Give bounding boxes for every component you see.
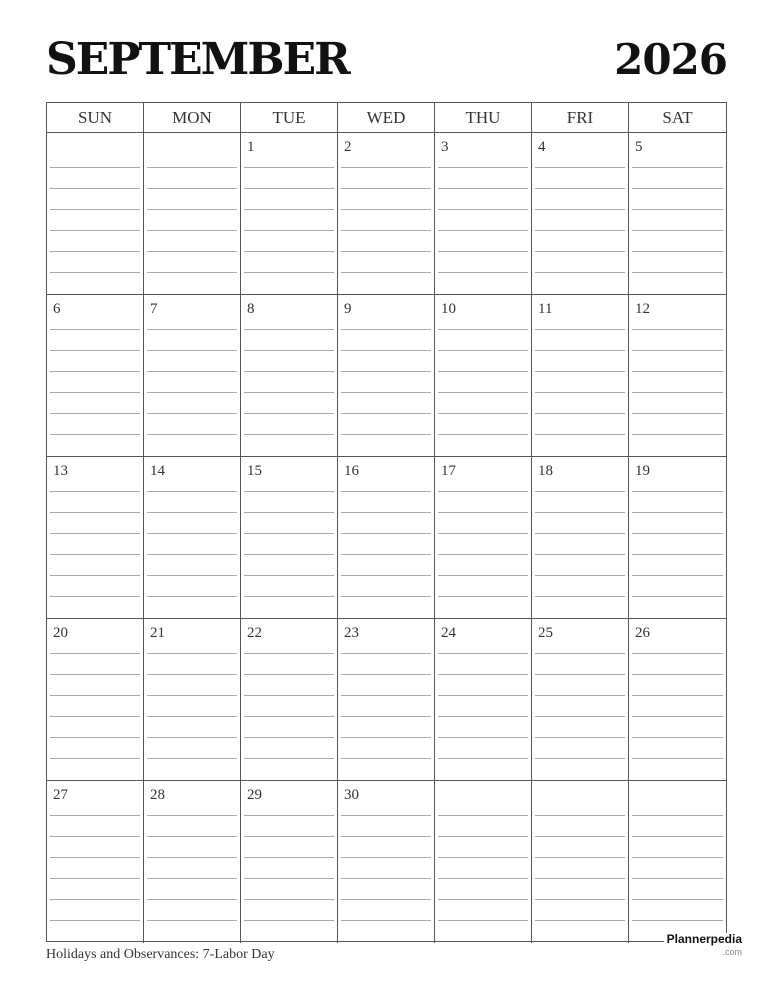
writing-line	[438, 575, 528, 576]
writing-line	[244, 737, 334, 738]
writing-line	[632, 533, 723, 534]
writing-line	[147, 758, 237, 759]
day-number: 8	[247, 301, 255, 317]
writing-line	[632, 209, 723, 210]
writing-line	[147, 878, 237, 879]
writing-line	[244, 653, 334, 654]
weekday-header-tue: TUE	[241, 103, 338, 132]
day-number: 1	[247, 139, 255, 155]
writing-line	[244, 167, 334, 168]
writing-line	[341, 920, 431, 921]
writing-line	[341, 329, 431, 330]
day-number: 21	[150, 625, 165, 641]
writing-line	[50, 758, 140, 759]
day-cell[interactable]	[435, 619, 532, 780]
day-cell[interactable]	[532, 781, 629, 943]
day-number: 15	[247, 463, 262, 479]
writing-line	[147, 857, 237, 858]
day-number: 27	[53, 787, 68, 803]
day-cell[interactable]	[338, 295, 435, 456]
writing-line	[244, 350, 334, 351]
writing-line	[50, 695, 140, 696]
writing-line	[244, 434, 334, 435]
writing-line	[632, 272, 723, 273]
writing-line	[535, 878, 625, 879]
day-number: 7	[150, 301, 158, 317]
writing-line	[147, 899, 237, 900]
week-row	[47, 295, 726, 457]
day-number: 23	[344, 625, 359, 641]
writing-line	[50, 413, 140, 414]
day-cell[interactable]	[144, 457, 241, 618]
day-cell[interactable]	[629, 781, 726, 943]
writing-line	[438, 209, 528, 210]
writing-line	[341, 737, 431, 738]
writing-line	[341, 272, 431, 273]
writing-line	[632, 251, 723, 252]
writing-line	[50, 596, 140, 597]
writing-line	[341, 554, 431, 555]
week-row	[47, 457, 726, 619]
writing-line	[632, 329, 723, 330]
writing-line	[50, 836, 140, 837]
writing-line	[535, 512, 625, 513]
writing-line	[438, 413, 528, 414]
writing-line	[535, 653, 625, 654]
writing-line	[147, 251, 237, 252]
writing-line	[632, 350, 723, 351]
writing-line	[438, 371, 528, 372]
day-number: 11	[538, 301, 553, 317]
writing-line	[341, 836, 431, 837]
brand-logo	[664, 933, 745, 959]
day-number: 12	[635, 301, 650, 317]
writing-line	[147, 575, 237, 576]
weekday-header-sun: SUN	[47, 103, 144, 132]
day-number: 19	[635, 463, 650, 479]
writing-line	[147, 653, 237, 654]
week-row	[47, 781, 726, 943]
writing-line	[147, 596, 237, 597]
writing-line	[438, 512, 528, 513]
writing-line	[438, 434, 528, 435]
writing-line	[341, 413, 431, 414]
writing-line	[535, 413, 625, 414]
writing-line	[632, 920, 723, 921]
writing-line	[535, 596, 625, 597]
writing-line	[438, 758, 528, 759]
writing-line	[341, 716, 431, 717]
writing-line	[438, 737, 528, 738]
writing-line	[438, 878, 528, 879]
calendar-grid	[46, 102, 727, 942]
holidays-note: Holidays and Observances: 7-Labor Day	[46, 947, 275, 962]
writing-line	[50, 857, 140, 858]
writing-line	[632, 392, 723, 393]
writing-line	[341, 575, 431, 576]
writing-line	[244, 230, 334, 231]
writing-line	[244, 695, 334, 696]
day-number: 18	[538, 463, 553, 479]
day-number: 20	[53, 625, 68, 641]
writing-line	[244, 857, 334, 858]
day-cell[interactable]	[629, 295, 726, 456]
day-number: 6	[53, 301, 61, 317]
writing-line	[341, 434, 431, 435]
writing-line	[50, 815, 140, 816]
day-cell[interactable]	[532, 295, 629, 456]
writing-line	[244, 716, 334, 717]
writing-line	[438, 251, 528, 252]
day-number: 4	[538, 139, 546, 155]
writing-line	[535, 533, 625, 534]
day-cell[interactable]	[629, 619, 726, 780]
writing-line	[341, 815, 431, 816]
day-cell[interactable]	[241, 457, 338, 618]
writing-line	[438, 716, 528, 717]
writing-line	[632, 512, 723, 513]
writing-line	[438, 836, 528, 837]
writing-line	[147, 329, 237, 330]
month-title: SEPTEMBER	[46, 34, 349, 85]
writing-line	[147, 737, 237, 738]
writing-line	[632, 188, 723, 189]
writing-line	[438, 920, 528, 921]
writing-line	[632, 371, 723, 372]
day-number: 14	[150, 463, 165, 479]
writing-line	[50, 716, 140, 717]
writing-line	[50, 920, 140, 921]
writing-line	[50, 554, 140, 555]
writing-line	[244, 188, 334, 189]
writing-line	[535, 716, 625, 717]
writing-line	[438, 167, 528, 168]
writing-line	[244, 554, 334, 555]
writing-line	[50, 230, 140, 231]
writing-line	[341, 653, 431, 654]
writing-line	[341, 596, 431, 597]
writing-line	[535, 272, 625, 273]
writing-line	[438, 899, 528, 900]
writing-line	[438, 815, 528, 816]
writing-line	[147, 554, 237, 555]
writing-line	[438, 392, 528, 393]
writing-line	[535, 230, 625, 231]
writing-line	[535, 251, 625, 252]
writing-line	[632, 815, 723, 816]
writing-line	[244, 815, 334, 816]
writing-line	[438, 554, 528, 555]
writing-line	[438, 188, 528, 189]
writing-line	[438, 329, 528, 330]
writing-line	[50, 878, 140, 879]
writing-line	[341, 371, 431, 372]
writing-line	[632, 596, 723, 597]
writing-line	[50, 167, 140, 168]
writing-line	[244, 251, 334, 252]
writing-line	[50, 371, 140, 372]
writing-line	[147, 167, 237, 168]
writing-line	[147, 434, 237, 435]
writing-line	[50, 737, 140, 738]
writing-line	[632, 695, 723, 696]
writing-line	[341, 695, 431, 696]
writing-line	[244, 392, 334, 393]
writing-line	[535, 758, 625, 759]
writing-line	[147, 188, 237, 189]
writing-line	[50, 491, 140, 492]
writing-line	[147, 512, 237, 513]
writing-line	[147, 272, 237, 273]
writing-line	[632, 413, 723, 414]
writing-line	[244, 413, 334, 414]
writing-line	[535, 167, 625, 168]
day-number: 13	[53, 463, 68, 479]
writing-line	[50, 329, 140, 330]
day-number: 3	[441, 139, 449, 155]
writing-line	[632, 653, 723, 654]
writing-line	[244, 674, 334, 675]
writing-line	[50, 575, 140, 576]
day-number: 10	[441, 301, 456, 317]
week-row	[47, 133, 726, 295]
writing-line	[632, 836, 723, 837]
day-number: 22	[247, 625, 262, 641]
writing-line	[632, 758, 723, 759]
writing-line	[438, 491, 528, 492]
writing-line	[535, 554, 625, 555]
day-number: 28	[150, 787, 165, 803]
writing-line	[632, 674, 723, 675]
day-number: 17	[441, 463, 456, 479]
writing-line	[147, 350, 237, 351]
writing-line	[535, 188, 625, 189]
weekday-header-sat: SAT	[662, 108, 693, 127]
day-cell[interactable]	[241, 781, 338, 943]
writing-line	[147, 491, 237, 492]
day-cell[interactable]	[435, 133, 532, 294]
writing-line	[535, 695, 625, 696]
day-number: 24	[441, 625, 456, 641]
day-cell[interactable]	[144, 295, 241, 456]
writing-line	[632, 554, 723, 555]
writing-line	[438, 857, 528, 858]
writing-line	[341, 878, 431, 879]
day-cell[interactable]	[338, 781, 435, 943]
writing-line	[632, 434, 723, 435]
writing-line	[632, 737, 723, 738]
writing-line	[535, 836, 625, 837]
writing-line	[147, 230, 237, 231]
writing-line	[535, 350, 625, 351]
writing-line	[50, 653, 140, 654]
day-cell[interactable]	[241, 133, 338, 294]
writing-line	[50, 512, 140, 513]
writing-line	[147, 836, 237, 837]
writing-line	[535, 899, 625, 900]
day-cell[interactable]	[47, 619, 144, 780]
writing-line	[341, 899, 431, 900]
weekday-header-mon: MON	[144, 103, 241, 132]
writing-line	[244, 491, 334, 492]
writing-line	[535, 920, 625, 921]
writing-line	[244, 920, 334, 921]
writing-line	[535, 329, 625, 330]
writing-line	[632, 167, 723, 168]
day-cell[interactable]	[144, 781, 241, 943]
weekday-header-fri: FRI	[532, 103, 629, 132]
writing-line	[438, 533, 528, 534]
writing-line	[147, 533, 237, 534]
writing-line	[341, 167, 431, 168]
writing-line	[438, 272, 528, 273]
writing-line	[535, 392, 625, 393]
writing-line	[50, 533, 140, 534]
writing-line	[147, 674, 237, 675]
writing-line	[244, 272, 334, 273]
writing-line	[438, 230, 528, 231]
day-cell[interactable]	[435, 457, 532, 618]
writing-line	[341, 251, 431, 252]
writing-line	[341, 491, 431, 492]
day-cell[interactable]	[144, 133, 241, 294]
writing-line	[535, 815, 625, 816]
day-cell[interactable]	[435, 295, 532, 456]
writing-line	[244, 899, 334, 900]
day-cell[interactable]	[629, 133, 726, 294]
writing-line	[244, 329, 334, 330]
day-number: 9	[344, 301, 352, 317]
writing-line	[50, 392, 140, 393]
writing-line	[632, 491, 723, 492]
year-title: 2026	[614, 35, 727, 84]
writing-line	[632, 857, 723, 858]
writing-line	[632, 899, 723, 900]
writing-line	[50, 209, 140, 210]
writing-line	[50, 188, 140, 189]
day-cell[interactable]	[532, 457, 629, 618]
writing-line	[147, 695, 237, 696]
day-number: 30	[344, 787, 359, 803]
writing-line	[244, 209, 334, 210]
writing-line	[147, 392, 237, 393]
writing-line	[535, 674, 625, 675]
writing-line	[632, 230, 723, 231]
day-cell[interactable]	[47, 295, 144, 456]
writing-line	[535, 209, 625, 210]
writing-line	[341, 350, 431, 351]
weekday-header-wed: WED	[338, 103, 435, 132]
writing-line	[50, 272, 140, 273]
brand-suffix: .com	[722, 947, 742, 957]
writing-line	[341, 209, 431, 210]
day-number: 25	[538, 625, 553, 641]
writing-line	[632, 878, 723, 879]
writing-line	[535, 857, 625, 858]
writing-line	[244, 836, 334, 837]
day-cell[interactable]	[47, 133, 144, 294]
writing-line	[244, 596, 334, 597]
writing-line	[244, 371, 334, 372]
writing-line	[341, 674, 431, 675]
writing-line	[535, 434, 625, 435]
writing-line	[244, 758, 334, 759]
writing-line	[341, 188, 431, 189]
weekday-header-thu: THU	[435, 103, 532, 132]
writing-line	[50, 899, 140, 900]
writing-line	[438, 653, 528, 654]
writing-line	[341, 230, 431, 231]
writing-line	[244, 533, 334, 534]
writing-line	[535, 575, 625, 576]
writing-line	[147, 371, 237, 372]
writing-line	[341, 533, 431, 534]
writing-line	[341, 512, 431, 513]
day-number: 2	[344, 139, 352, 155]
day-number: 5	[635, 139, 643, 155]
writing-line	[147, 920, 237, 921]
day-cell[interactable]	[532, 133, 629, 294]
day-number: 16	[344, 463, 359, 479]
writing-line	[147, 716, 237, 717]
day-cell[interactable]	[241, 619, 338, 780]
day-number: 26	[635, 625, 650, 641]
day-cell[interactable]	[47, 781, 144, 943]
writing-line	[438, 695, 528, 696]
writing-line	[244, 512, 334, 513]
writing-line	[341, 857, 431, 858]
writing-line	[632, 575, 723, 576]
writing-line	[632, 716, 723, 717]
writing-line	[341, 392, 431, 393]
day-number: 29	[247, 787, 262, 803]
writing-line	[147, 413, 237, 414]
day-cell[interactable]	[338, 619, 435, 780]
writing-line	[50, 350, 140, 351]
weekday-header-row	[47, 103, 726, 133]
writing-line	[341, 758, 431, 759]
day-cell[interactable]	[629, 457, 726, 618]
day-cell[interactable]	[241, 295, 338, 456]
day-cell[interactable]	[47, 457, 144, 618]
writing-line	[50, 434, 140, 435]
writing-line	[438, 674, 528, 675]
day-cell[interactable]	[435, 781, 532, 943]
writing-line	[438, 596, 528, 597]
writing-line	[244, 575, 334, 576]
writing-line	[438, 350, 528, 351]
writing-line	[147, 209, 237, 210]
writing-line	[147, 815, 237, 816]
writing-line	[244, 878, 334, 879]
writing-line	[535, 371, 625, 372]
day-cell[interactable]	[532, 619, 629, 780]
writing-line	[535, 737, 625, 738]
week-row	[47, 619, 726, 781]
writing-line	[50, 674, 140, 675]
day-cell[interactable]	[338, 457, 435, 618]
writing-line	[535, 491, 625, 492]
writing-line	[50, 251, 140, 252]
day-cell[interactable]	[338, 133, 435, 294]
day-cell[interactable]	[144, 619, 241, 780]
brand-name: Plannerpedia	[666, 932, 742, 946]
